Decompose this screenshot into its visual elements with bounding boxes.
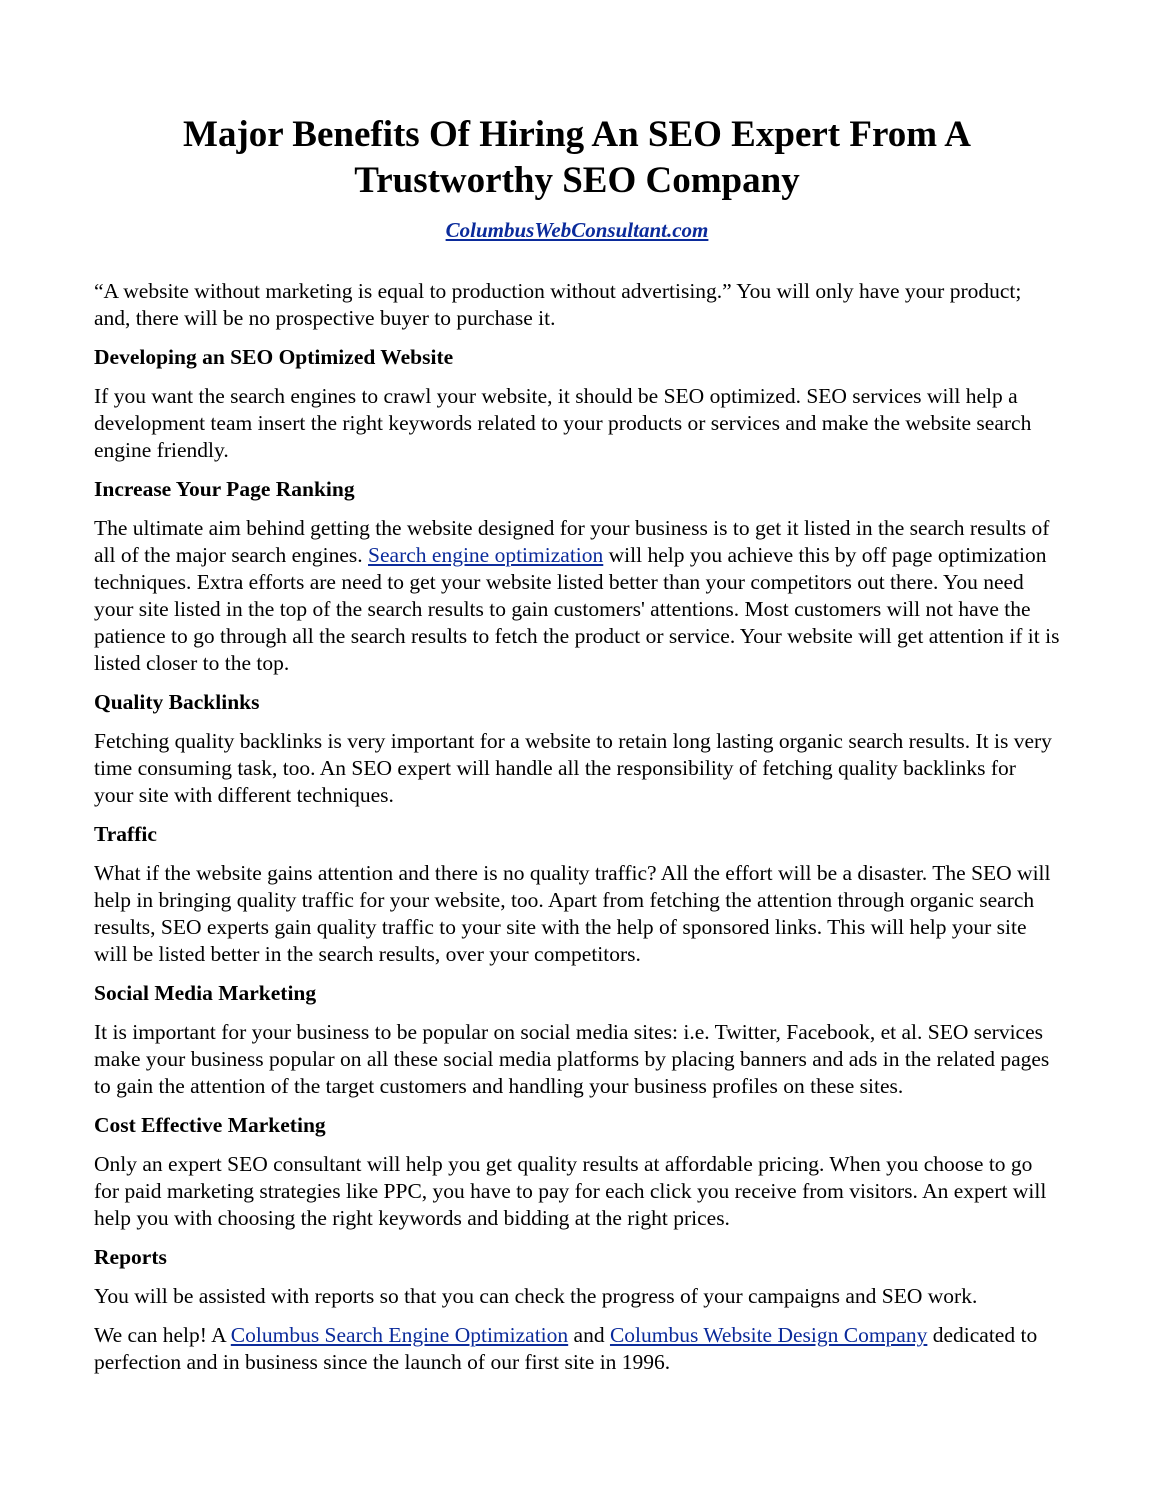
section-body-social-media: It is important for your business to be popular on social media sites: i.e. Twitter, Facebook, et al. SEO services make your business popular on all these social media platforms by placing banners and ads in the related pages to gain the attention of the target customers and handling your business profiles on these sites. xyxy=(94,1020,1050,1098)
closing-paragraph xyxy=(94,1322,1060,1376)
section-heading-page-ranking: Increase Your Page Ranking xyxy=(94,477,355,501)
section-body-page-ranking xyxy=(94,515,1060,677)
closing-text-2: and xyxy=(568,1323,610,1347)
section-body-seo-optimized: If you want the search engines to crawl your website, it should be SEO optimized. SEO services will help a development team insert the right keywords related to your products or services and make the website search engine friendly. xyxy=(94,384,1032,462)
section-heading-reports: Reports xyxy=(94,1245,167,1269)
page-title: Major Benefits Of Hiring An SEO Expert From A Trustworthy SEO Company xyxy=(183,114,971,201)
section-body-traffic: What if the website gains attention and there is no quality traffic? All the effort will be a disaster. The SEO will help in bringing quality traffic for your website, too. Apart from fetching the attention through organic search results, SEO experts gain quality traffic to your site with the help of sponsored links. This will help your site will be listed better in the search results, over your competitors. xyxy=(94,861,1051,966)
columbus-website-design-link[interactable]: Columbus Website Design Company xyxy=(609,1323,928,1347)
section-heading-cost-effective: Cost Effective Marketing xyxy=(94,1113,326,1137)
closing-text-3: dedicated to perfection and in business since the launch of our first site in 1996. xyxy=(94,1323,1038,1374)
section-body-reports: You will be assisted with reports so that you can check the progress of your campaigns and SEO work. xyxy=(94,1284,978,1308)
columbus-seo-link[interactable]: Columbus Search Engine Optimization xyxy=(230,1323,569,1347)
page-ranking-text-after: will help you achieve this by off page optimization techniques. Extra efforts are need to get your website listed better than your competitors out there. You need your site listed in the top of the search results to gain customers' attentions. Most customers will not have the patience to go through all the search results to fetch the product or service. Your website will get attention if it is listed closer to the top. xyxy=(94,543,1060,675)
section-heading-backlinks: Quality Backlinks xyxy=(94,690,260,714)
closing-text-1: We can help! A xyxy=(94,1323,231,1347)
section-heading-traffic: Traffic xyxy=(94,822,157,846)
intro-paragraph: “A website without marketing is equal to production without advertising.” You will only have your product; and, there will be no prospective buyer to purchase it. xyxy=(94,279,1022,330)
site-link[interactable]: ColumbusWebConsultant.com xyxy=(445,218,709,242)
section-body-backlinks: Fetching quality backlinks is very important for a website to retain long lasting organic search results. It is very time consuming task, too. An SEO expert will handle all the responsibility of fetching quality backlinks for your site with different techniques. xyxy=(94,729,1052,807)
page-ranking-text-before: The ultimate aim behind getting the website designed for your business is to get it listed in the search results of all of the major search engines. xyxy=(94,516,1050,567)
site-link-wrapper xyxy=(94,218,1060,243)
section-heading-social-media: Social Media Marketing xyxy=(94,981,317,1005)
search-engine-optimization-link[interactable]: Search engine optimization xyxy=(368,543,604,567)
section-heading-seo-optimized: Developing an SEO Optimized Website xyxy=(94,345,454,369)
section-body-cost-effective: Only an expert SEO consultant will help you get quality results at affordable pricing. When you choose to go for paid marketing strategies like PPC, you have to pay for each click you receive from visitors. An expert will help you with choosing the right keywords and bidding at the right prices. xyxy=(94,1152,1047,1230)
